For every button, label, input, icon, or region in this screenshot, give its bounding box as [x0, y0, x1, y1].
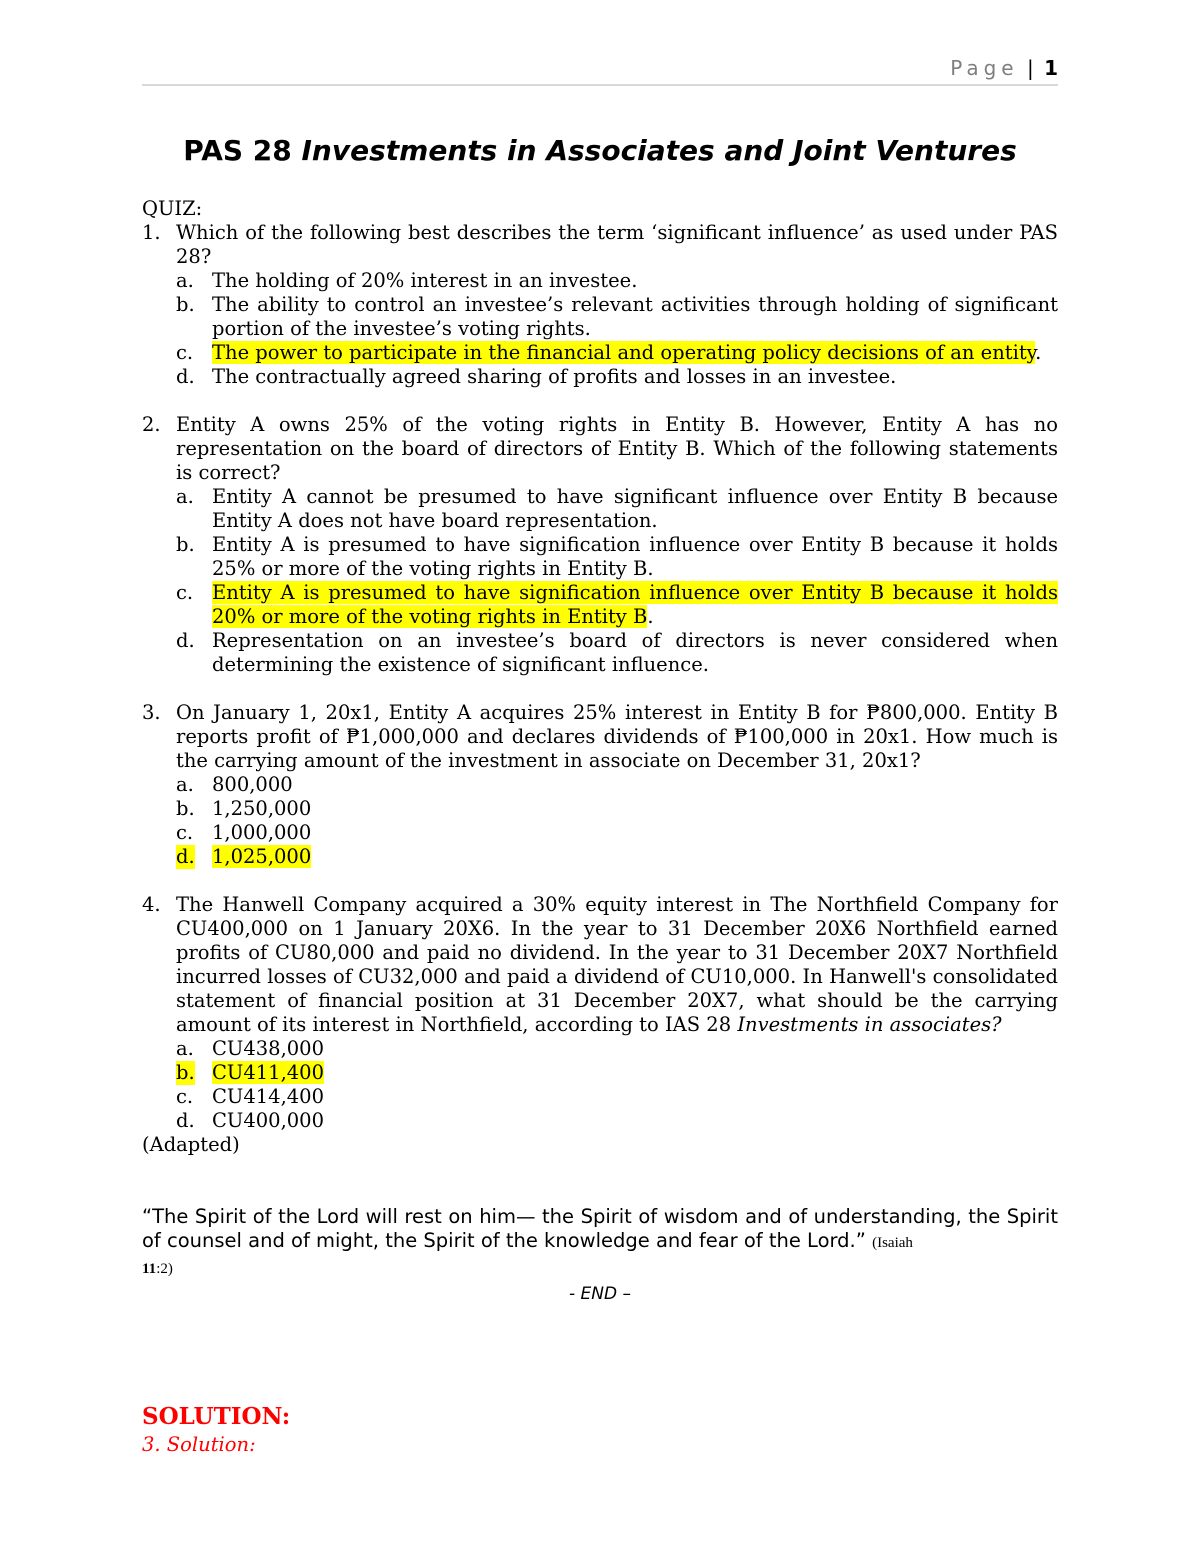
option-trailing-period: .: [1035, 341, 1042, 364]
question-2-option-a: [176, 485, 1058, 533]
option-text: The holding of 20% interest in an investee.: [212, 269, 638, 292]
document-title: [142, 131, 1058, 171]
question-number: 4.: [142, 893, 161, 916]
option-text: 1,000,000: [212, 821, 312, 844]
option-text: 800,000: [212, 773, 293, 796]
question-1-option-b: [176, 293, 1058, 341]
option-letter: c.: [176, 581, 194, 604]
quote-ref-verse: :2): [156, 1261, 173, 1277]
quote-text: “The Spirit of the Lord will rest on him— the Spirit of wisdom and of understanding, the Spirit of counsel and of might, the Spirit of the knowledge and fear of the Lord.”: [142, 1205, 1058, 1252]
option-letter: c.: [176, 821, 194, 844]
question-3-option-c: [176, 821, 1058, 845]
spacer: [142, 1157, 1058, 1181]
question-text: Entity A owns 25% of the voting rights in Entity B. However, Entity A has no representation on the board of directors of Entity B. Which of the following statements is correct?: [176, 413, 1058, 484]
question-2: [142, 413, 1058, 677]
question-4-option-b-answer: [176, 1061, 1058, 1085]
question-number: 1.: [142, 221, 161, 244]
solution-heading: SOLUTION:: [142, 1403, 291, 1430]
question-text-block: [176, 893, 1058, 1037]
question-3-option-d-answer: [176, 845, 1058, 869]
question-2-option-b: [176, 533, 1058, 581]
page-header-separator: |: [1026, 56, 1034, 80]
option-letter: c.: [176, 1085, 194, 1108]
option-text: CU400,000: [212, 1109, 324, 1132]
option-text: Representation on an investee’s board of directors is never considered when determining the existence of significant influence.: [212, 629, 1058, 676]
question-3-option-b: [176, 797, 1058, 821]
question-1-option-c-answer: [176, 341, 1058, 365]
option-letter: a.: [176, 485, 194, 508]
header-rule: [142, 84, 1058, 86]
spacer: [142, 389, 1058, 413]
option-letter: d.: [176, 845, 195, 868]
page-number: 1: [1044, 56, 1058, 80]
quiz-content: [142, 197, 1058, 1307]
question-1-option-a: [176, 269, 1058, 293]
question-4: [142, 893, 1058, 1133]
option-letter: a.: [176, 773, 194, 796]
question-number: 3.: [142, 701, 161, 724]
option-letter: a.: [176, 269, 194, 292]
scripture-quote: [142, 1205, 1058, 1281]
highlighted-answer-text: CU411,400: [212, 1061, 324, 1084]
option-letter: b.: [176, 1061, 195, 1084]
question-text: The Hanwell Company acquired a 30% equity interest in The Northfield Company for CU400,000 on 1 January 20X6. In the year to 31 December 20X6 Northfield earned profits of CU80,000 and paid no dividend. In the year to 31 December 20X7 Northfield incurred losses of CU32,000 and paid a dividend of CU10,000. In Hanwell's consolidated statement of financial position at 31 December 20X7, what should be the carrying amount of its interest in Northfield, according to IAS 28: [176, 893, 1058, 1036]
question-number: 2.: [142, 413, 161, 436]
question-3-option-a: [176, 773, 1058, 797]
quote-ref-book: (Isaiah: [872, 1235, 913, 1251]
page-header: [142, 56, 1058, 84]
solution-item-3: 3. Solution:: [142, 1433, 256, 1456]
title-prefix: PAS 28: [183, 134, 302, 167]
option-trailing-period: .: [647, 605, 654, 628]
option-letter: d.: [176, 1109, 195, 1132]
question-text: Which of the following best describes the term ‘significant influence’ as used under PAS 28?: [176, 221, 1058, 268]
question-4-option-d: [176, 1109, 1058, 1133]
quiz-label: QUIZ:: [142, 197, 203, 220]
option-letter: b.: [176, 293, 195, 316]
option-text: Entity A cannot be presumed to have significant influence over Entity B because Entity A does not have board representation.: [212, 485, 1058, 532]
option-letter: a.: [176, 1037, 194, 1060]
question-text-italic: Investments in associates?: [737, 1013, 1002, 1036]
question-1-option-d: [176, 365, 1058, 389]
option-letter: b.: [176, 533, 195, 556]
end-marker: - END –: [569, 1284, 631, 1304]
highlighted-answer-text: The power to participate in the financial and operating policy decisions of an entity: [212, 341, 1036, 364]
question-3: [142, 701, 1058, 869]
option-text: CU438,000: [212, 1037, 324, 1060]
question-4-option-a: [176, 1037, 1058, 1061]
question-2-option-c-answer: [176, 581, 1058, 629]
option-text: 1,250,000: [212, 797, 312, 820]
option-letter: b.: [176, 797, 195, 820]
question-2-option-d: [176, 629, 1058, 677]
title-italic: Investments in Associates and Joint Ventures: [301, 134, 1017, 167]
option-text: Entity A is presumed to have signification influence over Entity B because it holds 25% or more of the voting rights in Entity B.: [212, 533, 1058, 580]
spacer: [142, 677, 1058, 701]
option-text: The contractually agreed sharing of profits and losses in an investee.: [212, 365, 897, 388]
option-letter: d.: [176, 365, 195, 388]
page-header-label: Page: [950, 56, 1019, 80]
option-text: The ability to control an investee’s relevant activities through holding of significant portion of the investee’s voting rights.: [212, 293, 1058, 340]
question-1: [142, 221, 1058, 389]
source-note: (Adapted): [142, 1133, 240, 1156]
option-text: CU414,400: [212, 1085, 324, 1108]
option-letter: c.: [176, 341, 194, 364]
option-letter: d.: [176, 629, 195, 652]
highlighted-answer-text: Entity A is presumed to have signification influence over Entity B because it holds 20% or more of the voting rights in Entity B: [212, 581, 1058, 628]
highlighted-answer-text: 1,025,000: [212, 845, 312, 868]
question-text: On January 1, 20x1, Entity A acquires 25% interest in Entity B for ₱800,000. Entity B reports profit of ₱1,000,000 and declares dividends of ₱100,000 in 20x1. How much is the carrying amount of the investment in associate on December 31, 20x1?: [176, 701, 1058, 772]
quote-ref-chapter: 11: [142, 1261, 157, 1277]
question-4-option-c: [176, 1085, 1058, 1109]
spacer: [142, 869, 1058, 893]
spacer: [142, 1181, 1058, 1205]
